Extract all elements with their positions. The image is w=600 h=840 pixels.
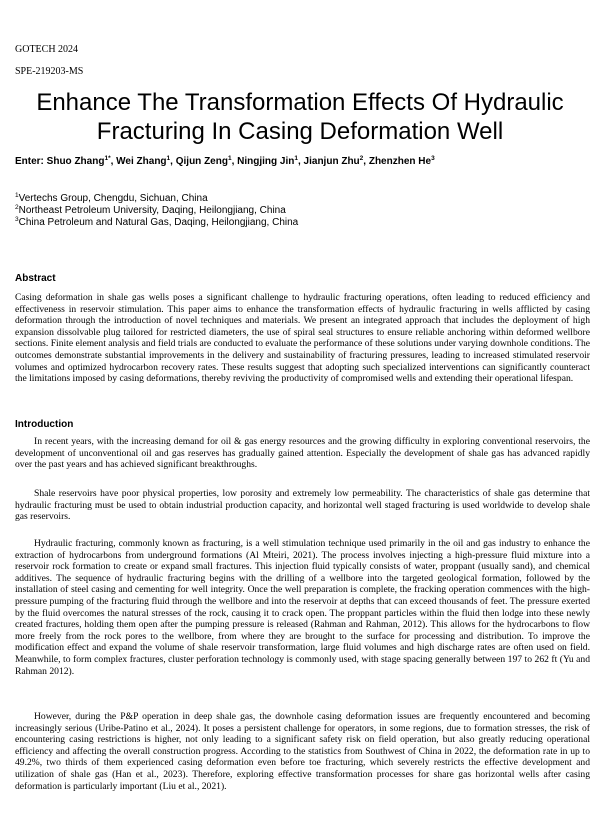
abstract-text: Casing deformation in shale gas wells poses a significant challenge to hydraulic fracturing operations, often leading to reduced efficiency and effectiveness in reservoir stimulation. This paper aims to enhance the transformation effects of hydraulic fracturing in wells afflicted by casing deformation through the introduction of novel techniques and materials. We present an integrated approach that includes the deployment of high expansion dissolvable plug tailored for restricted diameters, the use of spiral seal structures to ensure reliable anchoring within deformed wellbore sections. Finite element analysis and field trials are conducted to evaluate the performance of these solutions under varying downhole conditions. The outcomes demonstrate substantial improvements in the delivery and sustainability of fracturing pressures, leading to increased stimulated reservoir volumes and optimized hydrocarbon recovery rates. These results suggest that adopting such specialized interventions can significantly counteract the limitations imposed by casing deformations, thereby reviving the productivity of compromised wells and extending their operational lifespan. (15, 292, 590, 385)
paper-title (10, 88, 590, 146)
author: Qijun Zeng (175, 156, 228, 167)
author-sep: , (363, 156, 369, 167)
author: Jianjun Zhu (303, 156, 360, 167)
intro-paragraph-2: Shale reservoirs have poor physical properties, low porosity and extremely low permeability. The characteristics of shale gas determine that hydraulic fracturing must be used to obtain industrial production capacity, and horizontal well staged fracturing is used worldwide to develop shale gas reservoirs. (15, 488, 590, 523)
conference-label: GOTECH 2024 (15, 44, 79, 55)
author-sep: , (297, 156, 304, 167)
affiliations (15, 193, 298, 229)
affiliation-sup: 3 (15, 216, 19, 223)
affiliation (15, 205, 298, 217)
affiliation (15, 217, 298, 229)
abstract-heading: Abstract (15, 273, 56, 284)
author-sup: 1 (166, 155, 171, 162)
affiliation-text: Northeast Petroleum University, Daqing, Heilongjiang, China (18, 205, 286, 216)
author: Ningjing Jin (237, 156, 295, 167)
intro-paragraph-3: Hydraulic fracturing, commonly known as fracturing, is a well stimulation technique used primarily in the oil and gas industry to enhance the extraction of hydrocarbons from underground formations (Al Mteiri, 2021). The process involves injecting a high-pressure fluid mixture into a reservoir rock formation to create or expand small fractures. This injection fluid typically consists of water, proppant (usually sand), and chemical additives. The sequence of hydraulic fracturing begins with the drilling of a wellbore into the targeted geological formation, followed by the installation of steel casing and cementing for well integrity. Once the well preparation is complete, the fracking operation commences with the high-pressure pumping of the fracturing fluid through the wellbore and into the reservoir at depths that can exceed thousands of feet. The pressure exerted by the fluid overcomes the natural stresses of the rock, causing it to crack open. The proppant particles within the fluid then lodge into these newly created fractures, holding them open after the pumping pressure is released (Rahman and Rahman, 2012). This allows for the hydrocarbons to flow more freely from the rock pores to the wellbore, from where they are brought to the surface for processing and distribution. To improve the modification effect and expand the volume of shale reservoir transformation, large fluid volumes and high discharge rates are often used on field. Meanwhile, to form complex fractures, cluster perforation technology is commonly used, with stage spacing generally between 197 to 262 ft (Yu and Rahman 2012). (15, 538, 590, 677)
introduction-heading: Introduction (15, 419, 74, 430)
affiliation (15, 193, 298, 205)
author-sep: , (110, 156, 117, 167)
intro-paragraph-1: In recent years, with the increasing demand for oil & gas energy resources and the growing difficulty in exploring conventional reservoirs, the development of unconventional oil and gas reserves has gradually gained attention. Especially the development of shale gas has advanced rapidly over the past years and has achieved significant breakthroughs. (15, 436, 590, 471)
author-line (15, 155, 590, 168)
author-sup: 1* (104, 155, 111, 162)
intro-paragraph-4: However, during the P&P operation in deep shale gas, the downhole casing deformation issues are frequently encountered and becoming increasingly serious (Uribe-Patino et al., 2024). It poses a persistent challenge for operators, in some regions, due to formation stresses, the risk of encountering casing restrictions is higher, not only leading to a significant safety risk on field operation, but also greatly reducing operational efficiency and affecting the overall construction progress. According to the statistics from Southwest of China in 2022, the deformation rate in up to 49.2%, two thirds of them experienced casing deformation even before toe fracturing, which severely restricts the effective development and utilization of shale gas (Han et al., 2023). Therefore, exploring effective transformation processes for share gas horizontal wells after casing deformation is particularly important (Liu et al., 2021). (15, 711, 590, 792)
author: Zhenzhen He (368, 156, 432, 167)
author-sep: , (170, 156, 176, 167)
author-sup: 1 (294, 155, 298, 162)
author: Shuo Zhang (46, 156, 105, 167)
affiliation-text: Vertechs Group, Chengdu, Sichuan, China (18, 193, 208, 204)
author: Wei Zhang (116, 156, 167, 167)
title-line-1: Enhance The Transformation Effects Of Hydraulic (36, 89, 564, 116)
author-sup: 1 (227, 155, 232, 162)
author-sep: , (231, 156, 238, 167)
title-line-2: Fracturing In Casing Deformation Well (96, 118, 504, 145)
author-sup: 3 (431, 155, 435, 162)
affiliation-sup: 2 (15, 204, 19, 211)
author-sup: 2 (359, 155, 364, 162)
affiliation-text: China Petroleum and Natural Gas, Daqing, Heilongjiang, China (18, 217, 299, 228)
paper-id: SPE-219203-MS (15, 66, 84, 77)
author-prefix: Enter: (15, 156, 47, 167)
affiliation-sup: 1 (15, 192, 19, 199)
